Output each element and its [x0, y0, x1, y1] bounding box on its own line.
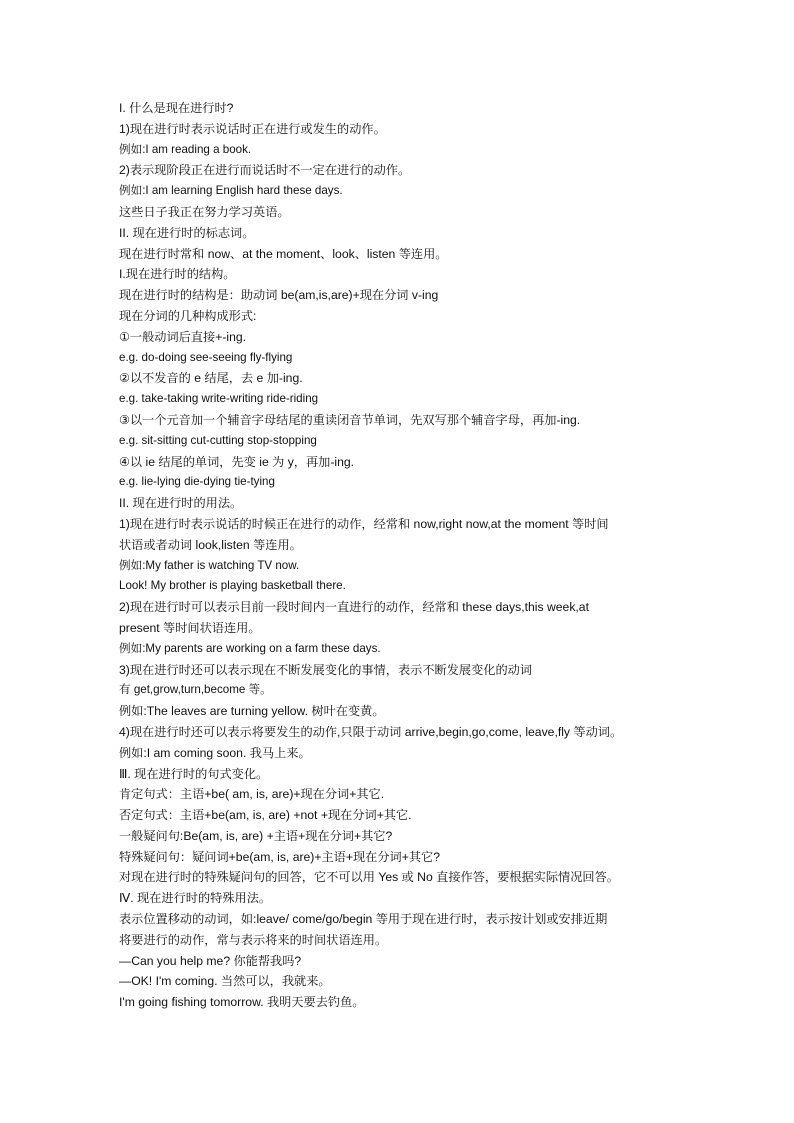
text-line: II. 现在进行时的用法。	[119, 496, 243, 511]
text-line: 现在进行时的结构是：助动词 be(am,is,are)+现在分词 v-ing	[119, 288, 439, 303]
text-line: e.g. do-doing see-seeing fly-flying	[119, 350, 293, 364]
text-line: ②以不发音的 e 结尾，去 e 加-ing.	[119, 371, 303, 386]
text-line: e.g. sit-sitting cut-cutting stop-stopping	[119, 433, 317, 447]
text-line: 例如:My father is watching TV now.	[119, 558, 300, 572]
text-line: 肯定句式：主语+be( am, is, are)+现在分词+其它.	[119, 787, 385, 802]
text-line: 1)现在进行时表示说话的时候正在进行的动作，经常和 now,right now,at the moment 等时间	[119, 516, 609, 531]
text-line: e.g. lie-lying die-dying tie-tying	[119, 475, 275, 489]
text-line: ④以 ie 结尾的单词，先变 ie 为 y，再加-ing.	[119, 454, 355, 469]
text-line: —Can you help me? 你能帮我吗?	[119, 953, 302, 968]
text-line: 2)表示现阶段正在进行而说话时不一定在进行的动作。	[119, 163, 411, 178]
text-line: 有 get,grow,turn,become 等。	[119, 683, 272, 697]
text-line: 对现在进行时的特殊疑问句的回答，它不可以用 Yes 或 No 直接作答，要根据实际情况回答。	[119, 870, 619, 885]
text-line: e.g. take-taking write-writing ride-riding	[119, 392, 319, 406]
text-line: 表示位置移动的动词，如:leave/ come/go/begin 等用于现在进行时，表示按计划或安排近期	[119, 912, 608, 927]
text-line: 1)现在进行时表示说话时正在进行或发生的动作。	[119, 121, 386, 136]
text-line: I.现在进行时的结构。	[119, 267, 236, 282]
text-line: 现在分词的几种构成形式:	[119, 308, 257, 323]
text-line: 否定句式：主语+be(am, is, are) +not +现在分词+其它.	[119, 808, 412, 823]
text-line: 一般疑问句:Be(am, is, are) +主语+现在分词+其它?	[119, 828, 393, 843]
text-line: 例如:I am learning English hard these days.	[119, 184, 343, 198]
text-line: 这些日子我正在努力学习英语。	[119, 204, 290, 219]
text-line: —OK! I'm coming. 当然可以，我就来。	[119, 974, 331, 989]
text-line: 状语或者动词 look,listen 等连用。	[119, 537, 302, 552]
text-line: ③以一个元音加一个辅音字母结尾的重读闭音节单词，先双写那个辅音字母，再加-ing.	[119, 412, 581, 427]
text-line: present 等时间状语连用。	[119, 620, 261, 635]
text-line: 例如:I am coming soon. 我马上来。	[119, 745, 311, 760]
text-line: 现在进行时常和 now、at the moment、look、listen 等连用。	[119, 246, 448, 261]
text-line: 例如:My parents are working on a farm these days.	[119, 641, 381, 655]
text-line: 4)现在进行时还可以表示将要发生的动作,只限于动词 arrive,begin,go,come, leave,fly 等动词。	[119, 724, 623, 739]
text-line: 2)现在进行时可以表示目前一段时间内一直进行的动作，经常和 these days,this week,at	[119, 600, 589, 615]
text-line: ①一般动词后直接+-ing.	[119, 329, 247, 344]
text-line: I'm going fishing tomorrow. 我明天要去钓鱼。	[119, 995, 365, 1010]
text-line: Look! My brother is playing basketball there.	[119, 579, 346, 593]
text-line: Ⅳ. 现在进行时的特殊用法。	[119, 891, 272, 906]
text-line: I. 什么是现在进行时?	[119, 101, 234, 115]
text-line: 例如:The leaves are turning yellow. 树叶在变黄。	[119, 704, 385, 719]
text-line: Ⅲ. 现在进行时的句式变化。	[119, 766, 269, 781]
text-line: II. 现在进行时的标志词。	[119, 225, 255, 240]
document-body	[119, 98, 684, 1013]
text-line: 3)现在进行时还可以表示现在不断发展变化的事情，表示不断发展变化的动词	[119, 662, 533, 677]
text-line: 特殊疑问句：疑问词+be(am, is, are)+主语+现在分词+其它?	[119, 849, 440, 864]
text-line: 将要进行的动作，常与表示将来的时间状语连用。	[119, 932, 388, 947]
text-line: 例如:I am reading a book.	[119, 142, 252, 156]
